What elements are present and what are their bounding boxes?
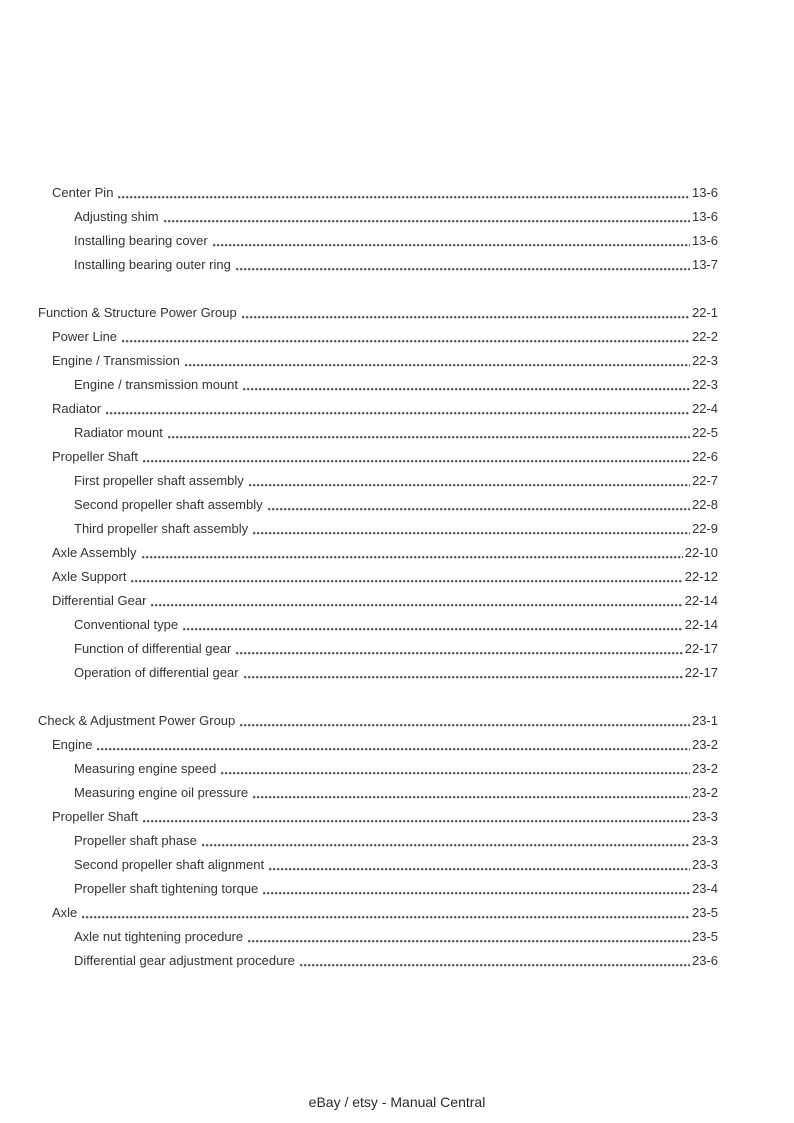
toc-entry-title: Radiator bbox=[52, 401, 102, 416]
toc-entry-page-number: 23-6 bbox=[691, 953, 718, 968]
toc-entry[interactable] bbox=[38, 589, 718, 613]
toc-entry-title: Engine bbox=[52, 737, 93, 752]
toc-entry-page-number: 13-6 bbox=[691, 233, 718, 248]
dot-leader bbox=[300, 949, 690, 973]
toc-entry-page-number: 22-7 bbox=[691, 473, 718, 488]
toc-entry-page-number: 22-3 bbox=[691, 353, 718, 368]
toc-entry[interactable] bbox=[38, 709, 718, 733]
toc-entry[interactable] bbox=[38, 925, 718, 949]
toc-entry-title: Power Line bbox=[52, 329, 118, 344]
toc-entry[interactable] bbox=[38, 181, 718, 205]
toc-entry-page-number: 22-17 bbox=[684, 665, 718, 680]
toc-entry-page-number: 22-4 bbox=[691, 401, 718, 416]
dot-leader bbox=[202, 829, 690, 853]
toc-entry-title: Measuring engine speed bbox=[74, 761, 217, 776]
toc-entry-page-number: 22-1 bbox=[691, 305, 718, 320]
toc-entry[interactable] bbox=[38, 301, 718, 325]
toc-entry[interactable] bbox=[38, 229, 718, 253]
toc-entry[interactable] bbox=[38, 757, 718, 781]
toc-entry-page-number: 22-2 bbox=[691, 329, 718, 344]
toc-entry[interactable] bbox=[38, 805, 718, 829]
toc-entry-title: Adjusting shim bbox=[74, 209, 159, 224]
toc-entry-page-number: 22-9 bbox=[691, 521, 718, 536]
toc-entry-title: Engine / Transmission bbox=[52, 353, 180, 368]
toc-entry[interactable] bbox=[38, 373, 718, 397]
dot-leader bbox=[164, 205, 690, 229]
dot-leader bbox=[97, 733, 689, 757]
dot-leader bbox=[106, 397, 690, 421]
dot-leader bbox=[248, 925, 690, 949]
toc-entry-page-number: 22-10 bbox=[684, 545, 718, 560]
dot-leader bbox=[185, 349, 690, 373]
toc-entry-title: Engine / transmission mount bbox=[74, 377, 239, 392]
dot-leader bbox=[183, 613, 683, 637]
toc-entry[interactable] bbox=[38, 781, 718, 805]
toc-entry-page-number: 23-5 bbox=[691, 905, 718, 920]
toc-entry-title: Check & Adjustment Power Group bbox=[38, 713, 236, 728]
dot-leader bbox=[240, 709, 690, 733]
dot-leader bbox=[213, 229, 690, 253]
dot-leader bbox=[268, 493, 690, 517]
toc-entry[interactable] bbox=[38, 829, 718, 853]
toc-group bbox=[38, 181, 718, 277]
toc-entry-title: Measuring engine oil pressure bbox=[74, 785, 249, 800]
toc-entry[interactable] bbox=[38, 493, 718, 517]
dot-leader bbox=[243, 373, 690, 397]
toc-entry-title: Axle Assembly bbox=[52, 545, 137, 560]
toc-entry-page-number: 22-6 bbox=[691, 449, 718, 464]
dot-leader bbox=[253, 781, 690, 805]
toc-entry-page-number: 22-14 bbox=[684, 593, 718, 608]
dot-leader bbox=[244, 661, 683, 685]
toc-entry[interactable] bbox=[38, 517, 718, 541]
dot-leader bbox=[249, 469, 690, 493]
toc-entry[interactable] bbox=[38, 637, 718, 661]
toc-entry-title: Axle Support bbox=[52, 569, 127, 584]
toc-entry-page-number: 23-3 bbox=[691, 809, 718, 824]
dot-leader bbox=[242, 301, 690, 325]
toc-entry-title: Axle nut tightening procedure bbox=[74, 929, 244, 944]
page-footer bbox=[0, 1092, 794, 1112]
toc-entry[interactable] bbox=[38, 397, 718, 421]
toc-entry[interactable] bbox=[38, 733, 718, 757]
toc-group bbox=[38, 709, 718, 973]
dot-leader bbox=[253, 517, 690, 541]
toc-entry[interactable] bbox=[38, 205, 718, 229]
toc-entry-page-number: 23-2 bbox=[691, 737, 718, 752]
toc-entry-title: Installing bearing cover bbox=[74, 233, 208, 248]
dot-leader bbox=[142, 541, 683, 565]
toc-entry-title: Radiator mount bbox=[74, 425, 163, 440]
toc-entry-title: Propeller shaft phase bbox=[74, 833, 197, 848]
toc-entry-page-number: 22-3 bbox=[691, 377, 718, 392]
toc-entry-title: Conventional type bbox=[74, 617, 179, 632]
dot-leader bbox=[122, 325, 690, 349]
toc-entry[interactable] bbox=[38, 877, 718, 901]
dot-leader bbox=[236, 637, 682, 661]
toc-entry-title: First propeller shaft assembly bbox=[74, 473, 244, 488]
toc-group bbox=[38, 301, 718, 685]
toc-entry[interactable] bbox=[38, 565, 718, 589]
toc-entry-page-number: 13-6 bbox=[691, 209, 718, 224]
dot-leader bbox=[236, 253, 690, 277]
dot-leader bbox=[143, 805, 690, 829]
toc-entry-page-number: 22-5 bbox=[691, 425, 718, 440]
toc-entry-title: Center Pin bbox=[52, 185, 114, 200]
toc-entry-page-number: 22-14 bbox=[684, 617, 718, 632]
toc-entry-page-number: 22-8 bbox=[691, 497, 718, 512]
footer-text: eBay / etsy - Manual Central bbox=[308, 1094, 486, 1110]
toc-entry-page-number: 23-5 bbox=[691, 929, 718, 944]
toc-entry-title: Function & Structure Power Group bbox=[38, 305, 237, 320]
toc-entry-title: Propeller Shaft bbox=[52, 809, 138, 824]
dot-leader bbox=[221, 757, 690, 781]
toc-entry-title: Differential Gear bbox=[52, 593, 147, 608]
toc-entry-title: Installing bearing outer ring bbox=[74, 257, 231, 272]
toc-entry-page-number: 22-17 bbox=[684, 641, 718, 656]
dot-leader bbox=[118, 181, 690, 205]
dot-leader bbox=[151, 589, 682, 613]
toc-entry[interactable] bbox=[38, 661, 718, 685]
toc-entry[interactable] bbox=[38, 613, 718, 637]
toc-entry-page-number: 23-3 bbox=[691, 833, 718, 848]
toc-entry[interactable] bbox=[38, 349, 718, 373]
dot-leader bbox=[168, 421, 690, 445]
table-of-contents bbox=[38, 181, 718, 973]
toc-entry-page-number: 13-6 bbox=[691, 185, 718, 200]
toc-entry[interactable] bbox=[38, 541, 718, 565]
toc-entry-page-number: 22-12 bbox=[684, 569, 718, 584]
toc-entry-title: Propeller shaft tightening torque bbox=[74, 881, 259, 896]
toc-entry-title: Function of differential gear bbox=[74, 641, 232, 656]
dot-leader bbox=[82, 901, 690, 925]
dot-leader bbox=[143, 445, 690, 469]
toc-entry-title: Second propeller shaft assembly bbox=[74, 497, 263, 512]
dot-leader bbox=[269, 853, 690, 877]
toc-entry[interactable] bbox=[38, 325, 718, 349]
toc-entry[interactable] bbox=[38, 253, 718, 277]
toc-entry-page-number: 23-1 bbox=[691, 713, 718, 728]
toc-entry-title: Third propeller shaft assembly bbox=[74, 521, 249, 536]
toc-entry-title: Propeller Shaft bbox=[52, 449, 138, 464]
toc-entry[interactable] bbox=[38, 469, 718, 493]
dot-leader bbox=[263, 877, 690, 901]
toc-entry[interactable] bbox=[38, 901, 718, 925]
toc-entry[interactable] bbox=[38, 853, 718, 877]
toc-entry-title: Operation of differential gear bbox=[74, 665, 239, 680]
toc-entry-title: Second propeller shaft alignment bbox=[74, 857, 265, 872]
toc-entry-page-number: 23-3 bbox=[691, 857, 718, 872]
toc-entry-page-number: 23-2 bbox=[691, 785, 718, 800]
toc-entry[interactable] bbox=[38, 421, 718, 445]
dot-leader bbox=[131, 565, 682, 589]
toc-entry-title: Differential gear adjustment procedure bbox=[74, 953, 295, 968]
toc-entry[interactable] bbox=[38, 949, 718, 973]
toc-entry-page-number: 23-2 bbox=[691, 761, 718, 776]
toc-entry-title: Axle bbox=[52, 905, 78, 920]
toc-entry-page-number: 23-4 bbox=[691, 881, 718, 896]
toc-entry[interactable] bbox=[38, 445, 718, 469]
toc-entry-page-number: 13-7 bbox=[691, 257, 718, 272]
